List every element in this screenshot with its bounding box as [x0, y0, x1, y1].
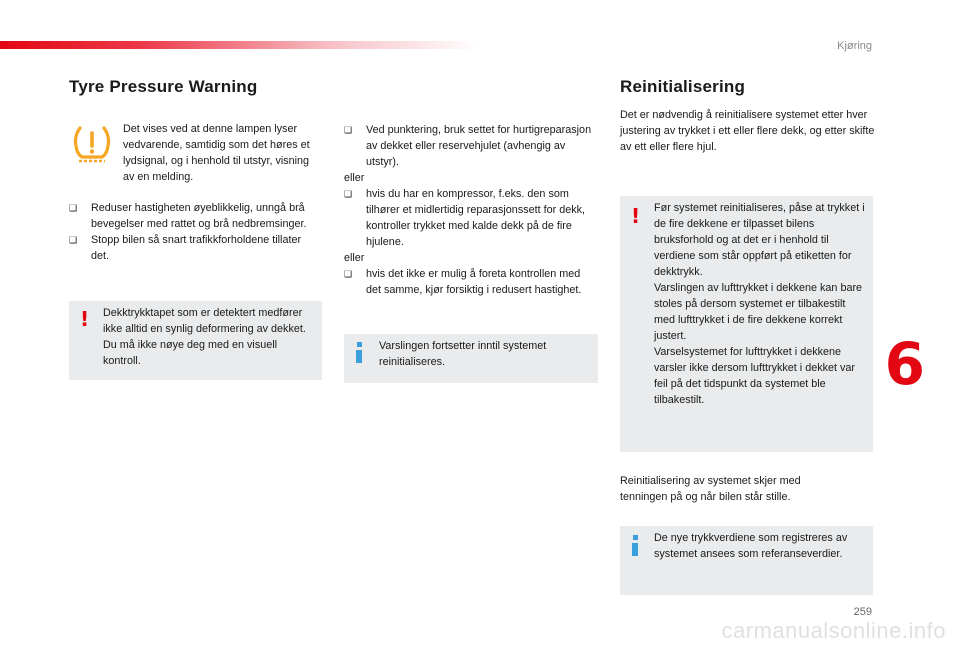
- reinit-info-box: [620, 526, 873, 595]
- list-item-text: hvis det ikke er mulig å foreta kontrollen med det samme, kjør forsiktig i redusert hastighet.: [366, 268, 582, 296]
- list-item: [344, 266, 598, 298]
- list-item: [344, 186, 598, 250]
- warning-paragraph: Før systemet reinitialiseres, påse at trykket i de fire dekkene er tilpasset bilens bruksforhold og at det er i henhold til verdiene som står oppført på etiketten for dekktrykk.: [654, 202, 865, 278]
- reinit-title: Reinitialisering: [620, 77, 746, 96]
- or-label: eller: [344, 172, 365, 184]
- reinit-intro: Det er nødvendig å reinitialisere systemet etter hver justering av trykket i ett eller flere dekk, og etter skifte av ett eller flere hjul.: [620, 109, 875, 153]
- tyre-warning-title: Tyre Pressure Warning: [69, 77, 258, 96]
- or-label: eller: [344, 252, 365, 264]
- page-number: 259: [853, 606, 872, 618]
- list-item-text: Reduser hastigheten øyeblikkelig, unngå brå bevegelser med rattet og brå nedbremsinger.: [91, 202, 307, 230]
- info-box-text: Varslingen fortsetter inntil systemet reinitialiseres.: [379, 340, 547, 368]
- list-item-text: Ved punktering, bruk settet for hurtigreparasjon av dekket eller reservehjulet (avhengig av utstyr).: [366, 124, 592, 168]
- warning-box: [69, 301, 322, 380]
- checkbox-icon: ❑: [69, 203, 78, 213]
- warning-exclamation-icon: !: [80, 307, 90, 331]
- warning-lamp-description: Det vises ved at denne lampen lyser vedvarende, samtidig som det høres et lydsignal, og i henhold til utstyr, visning av en melding.: [123, 123, 310, 183]
- list-item-text: Stopp bilen så snart trafikkforholdene tillater det.: [91, 234, 302, 262]
- tyre-pressure-warning-icon: [72, 124, 112, 164]
- info-box: [344, 334, 598, 383]
- warning-exclamation-icon: !: [631, 204, 641, 228]
- warning-paragraph: Varslingen av lufttrykket i dekkene kan bare stoles på dersom systemet er tilbakestilt med lufttrykket i de fire dekkene korrekt justert.: [654, 282, 863, 342]
- list-item: [344, 122, 598, 170]
- chapter-number: 6: [884, 330, 925, 398]
- checkbox-icon: ❑: [344, 189, 353, 199]
- list-item: [69, 232, 319, 264]
- reinit-warning-text: [654, 200, 869, 408]
- list-item-text: hvis du har en kompressor, f.eks. den som tilhører et midlertidig reparasjonssett for dekk, kontroller trykket med kalde dekk på de fire hjulene.: [366, 188, 586, 248]
- checkbox-icon: ❑: [344, 269, 353, 279]
- checkbox-icon: ❑: [344, 125, 353, 135]
- reinit-body: Reinitialisering av systemet skjer med tenningen på og når bilen står stille.: [620, 475, 801, 503]
- watermark: carmanualsonline.info: [721, 618, 946, 643]
- reinit-info-text: De nye trykkverdiene som registreres av systemet ansees som referanseverdier.: [654, 532, 848, 560]
- warning-paragraph: Varselsystemet for lufttrykket i dekkene varsler ikke dersom lufttrykket i dekket var feil på det tidspunkt da systemet ble tilbakestilt.: [654, 346, 856, 406]
- header-accent-bar: [0, 41, 480, 49]
- action-list: [69, 200, 319, 264]
- warning-box-text: Dekktrykktapet som er detektert medfører ikke alltid en synlig deformering av dekket. Du må ikke nøye deg med en visuell kontroll.: [103, 307, 306, 367]
- reinit-warning-box: [620, 196, 873, 452]
- list-item: [69, 200, 319, 232]
- procedure-list: [344, 122, 598, 298]
- section-title: Kjøring: [837, 40, 872, 52]
- checkbox-icon: ❑: [69, 235, 78, 245]
